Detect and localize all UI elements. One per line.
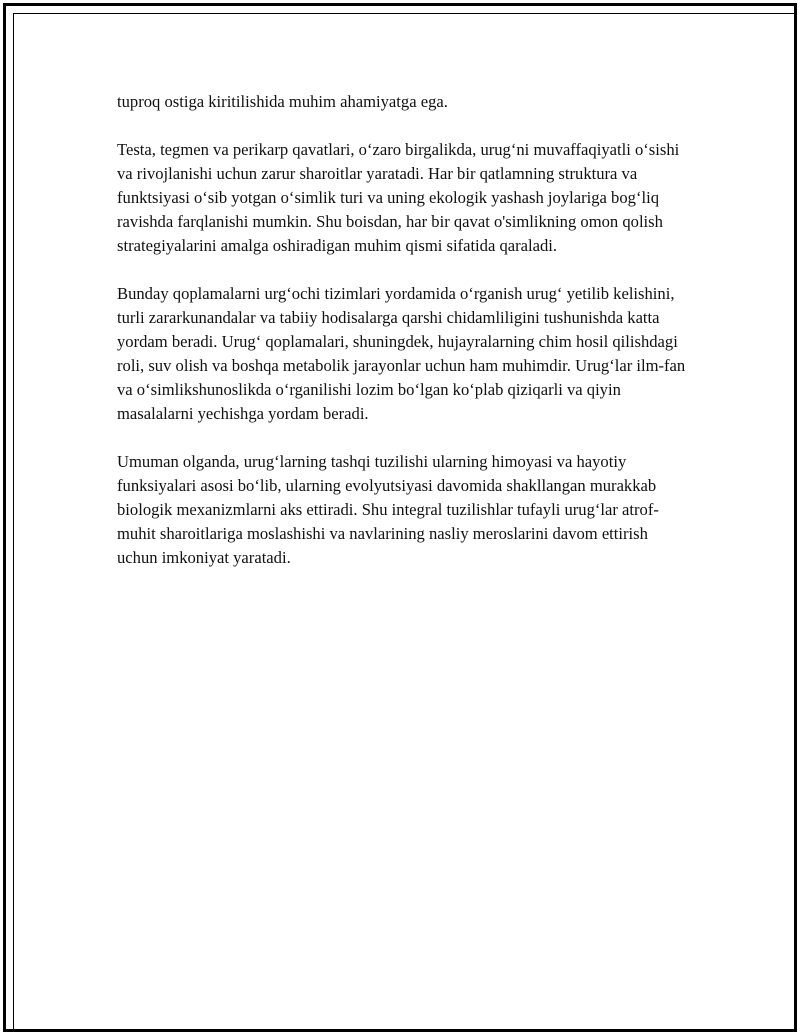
- paragraph-1: tuproq ostiga kiritilishida muhim ahamiyatga ega.: [117, 92, 448, 111]
- document-body: [117, 90, 692, 594]
- paragraph-4: Umuman olganda, urug‘larning tashqi tuzilishi ularning himoyasi va hayotiy funksiyalari asosi bo‘lib, ularning evolyutsiyasi davomida shakllangan murakkab biologik mexanizmlarni aks ettiradi. Shu integral tuzilishlar tufayli urug‘lar atrof-muhit sharoitlariga moslashishi va navlarining nasliy meroslarini davom ettirish uchun imkoniyat yaratadi.: [117, 452, 659, 567]
- paragraph-3: Bunday qoplamalarni urg‘ochi tizimlari yordamida o‘rganish urug‘ yetilib kelishini, turli zararkunandalar va tabiiy hodisalarga qarshi chidamliligini tushunishda katta yordam beradi. Urug‘ qoplamalari, shuningdek, hujayralarning chim hosil qilishdagi roli, suv olish va boshqa metabolik jarayonlar uchun ham muhimdir. Urug‘lar ilm-fan va o‘simlikshunoslikda o‘rganilishi lozim bo‘lgan ko‘plab qiziqarli va qiyin masalalarni yechishga yordam beradi.: [117, 284, 686, 423]
- paragraph-2: Testa, tegmen va perikarp qavatlari, o‘zaro birgalikda, urug‘ni muvaffaqiyatli o‘sishi va rivojlanishi uchun zarur sharoitlar yaratadi. Har bir qatlamning struktura va funktsiyasi o‘sib yotgan o‘simlik turi va uning ekologik yashash joylariga bog‘liq ravishda farqlanishi mumkin. Shu boisdan, har bir qavat o'simlikning omon qolish strategiyalarini amalga oshiradigan muhim qismi sifatida qaraladi.: [117, 140, 680, 255]
